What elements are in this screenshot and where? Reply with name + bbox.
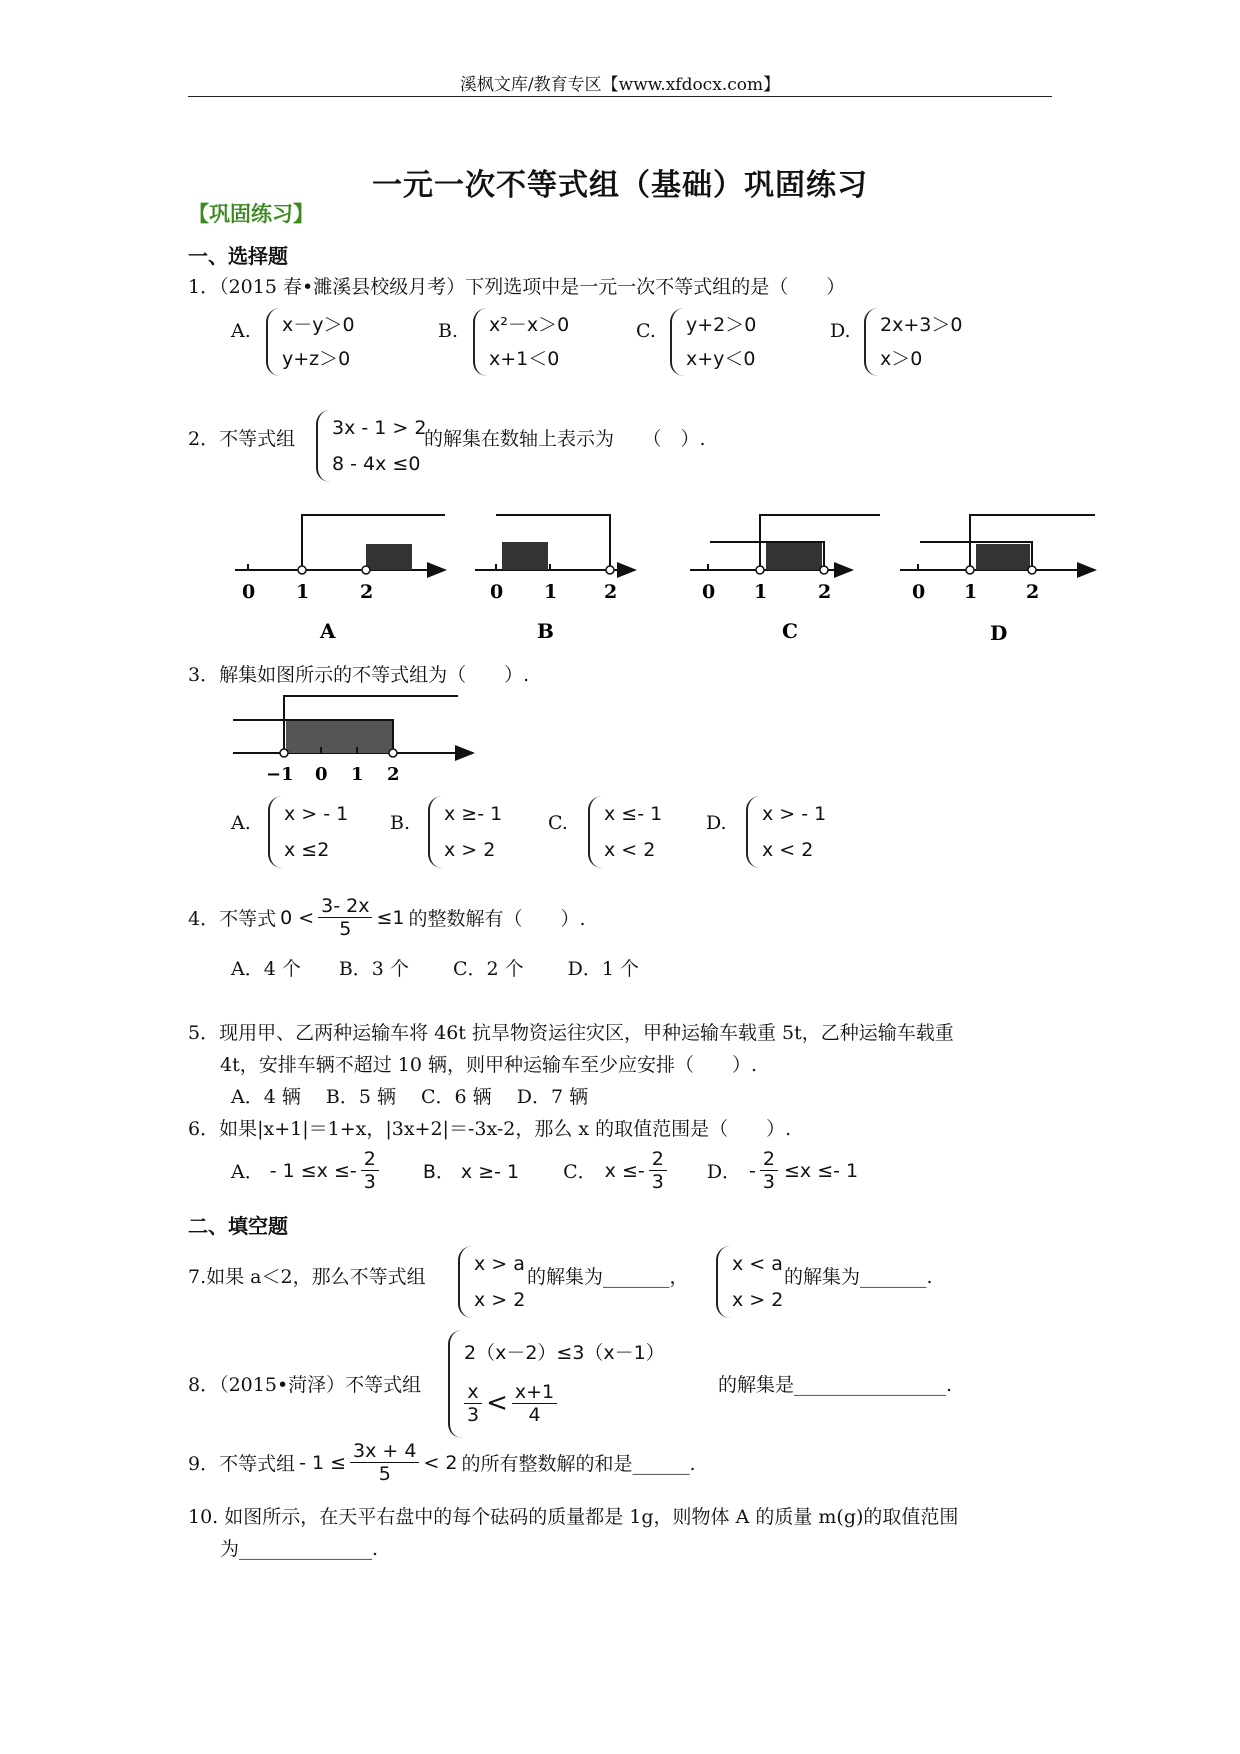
q1-option-b-system [473, 308, 569, 376]
q6-option-c-label: C． [563, 1161, 597, 1183]
q1-a-line2: y+z＞0 [282, 348, 351, 370]
q7-sys1-line1: x > a [474, 1253, 525, 1275]
question-5-line1: 5．现用甲、乙两种运输车将 46t 抗旱物资运往灾区，甲种运输车载重 5t，乙种运输车载重 [188, 1022, 954, 1044]
q2-d-tick-1: 1 [964, 581, 978, 603]
q3-tick-neg1: −1 [266, 764, 294, 785]
q2-a-tick-1: 1 [296, 581, 310, 603]
q7-system-1 [458, 1246, 525, 1318]
q6-option-a-fraction [361, 1148, 379, 1193]
q3-number-line [228, 688, 488, 788]
q2-line2: 8 - 4x ≤0 [332, 453, 421, 475]
q2-d-tick-0: 0 [912, 581, 926, 603]
q3-c-line1: x ≤- 1 [604, 803, 663, 825]
header-rule [188, 96, 1052, 97]
q3-option-b-label: B. [390, 812, 411, 834]
question-6: 6．如果|x+1|＝1+x，|3x+2|＝-3x-2，那么 x 的取值范围是（ ）. [188, 1118, 792, 1140]
question-9 [188, 1440, 696, 1485]
q2-d-label: D [990, 621, 1008, 645]
q1-b-line1: x²－x＞0 [489, 314, 570, 336]
question-4 [188, 895, 586, 940]
q1-a-line1: x－y＞0 [282, 314, 355, 336]
q3-b-line1: x ≥- 1 [444, 803, 503, 825]
q8-right-fraction [512, 1381, 557, 1426]
q5-options: A．4 辆 B．5 辆 C．6 辆 D．7 辆 [231, 1086, 589, 1108]
question-10-line2: 为______________. [220, 1538, 379, 1560]
q4-suffix: 的整数解有（ ）. [408, 908, 586, 930]
q6-d-num: 2 [760, 1148, 778, 1171]
q9-fraction [350, 1440, 419, 1485]
q2-c-tick-0: 0 [702, 581, 716, 603]
q7-sys1-line2: x > 2 [474, 1289, 526, 1311]
q1-option-d-system [864, 308, 962, 376]
q2-c-tick-2: 2 [818, 581, 832, 603]
q6-option-d-fraction [760, 1148, 778, 1193]
question-10-line1: 10. 如图所示，在天平右盘中的每个砝码的质量都是 1g，则物体 A 的质量 m(g)的取值范围 [188, 1506, 959, 1528]
q6-option-a-label: A． [231, 1161, 264, 1183]
q6-option-c-fraction [649, 1148, 667, 1193]
q8-right-den: 4 [528, 1403, 541, 1426]
q8-right-num: x+1 [512, 1381, 557, 1404]
q4-denominator: 5 [339, 918, 352, 940]
q9-right: < 2 [423, 1451, 458, 1474]
q1-d-line2: x＞0 [880, 348, 923, 370]
q1-b-line2: x+1＜0 [489, 348, 560, 370]
q2-b-tick-1: 1 [544, 581, 558, 603]
q4-left: 0 < [280, 906, 315, 929]
q3-option-c-label: C. [548, 812, 568, 834]
section-heading-choice: 一、选择题 [188, 244, 288, 268]
q8-left-den: 3 [467, 1403, 480, 1426]
question-7-prefix: 7.如果 a＜2，那么不等式组 [188, 1266, 426, 1288]
question-2-suffix: 的解集在数轴上表示为 （ ）. [424, 428, 706, 450]
q6-option-d-label: D． [706, 1161, 742, 1183]
q1-option-d-label: D. [830, 320, 851, 342]
q3-a-line2: x ≤2 [284, 839, 330, 861]
question-7-suffix: 的解集为_______. [784, 1266, 933, 1288]
q3-a-line1: x > - 1 [284, 803, 349, 825]
q2-system [316, 410, 426, 482]
question-3: 3．解集如图所示的不等式组为（ ）. [188, 664, 530, 686]
question-5-line2: 4t，安排车辆不超过 10 辆，则甲种运输车至少应安排（ ）. [220, 1054, 758, 1076]
q3-option-d-system [746, 796, 826, 868]
q6-c-num: 2 [649, 1148, 667, 1171]
q2-figure-a [235, 515, 445, 643]
q1-c-line2: x+y＜0 [686, 348, 756, 370]
q3-option-d-label: D. [706, 812, 727, 834]
q3-tick-0: 0 [315, 764, 328, 785]
q6-options [231, 1148, 858, 1193]
question-8-suffix: 的解集是________________. [718, 1374, 953, 1396]
q6-option-d-expr: ≤x ≤- 1 [784, 1159, 859, 1182]
page-header: 溪枫文库/教育专区【www.xfdocx.com】 [459, 75, 781, 95]
q1-option-a-label: A. [231, 320, 251, 342]
q4-numerator: 3- 2x [318, 895, 372, 918]
q2-figure-b [475, 515, 635, 643]
q1-option-c-system [670, 308, 756, 376]
question-1: 1．（2015 春•濉溪县校级月考）下列选项中是一元一次不等式组的是（ ） [188, 276, 846, 298]
q8-left-num: x [464, 1381, 482, 1404]
q2-d-tick-2: 2 [1026, 581, 1040, 603]
q9-denominator: 5 [378, 1463, 391, 1485]
q6-d-den: 3 [762, 1171, 775, 1193]
q2-number-lines [220, 500, 1100, 650]
q8-relation: < [486, 1388, 508, 1418]
q3-c-line2: x < 2 [604, 839, 656, 861]
q4-fraction [318, 895, 372, 940]
q7-sys2-line1: x < a [732, 1253, 783, 1275]
q8-system [448, 1330, 665, 1438]
q6-a-num: 2 [361, 1148, 379, 1171]
q8-left-fraction [464, 1381, 482, 1426]
q1-option-c-label: C. [636, 320, 656, 342]
q3-option-b-system [428, 796, 502, 868]
q3-option-c-system [588, 796, 662, 868]
q2-figure-d [900, 515, 1095, 645]
q2-b-label: B [537, 619, 554, 643]
section-heading-fill: 二、填空题 [188, 1214, 288, 1238]
q9-left: - 1 ≤ [299, 1451, 347, 1474]
q2-b-tick-2: 2 [604, 581, 618, 603]
page-title: 一元一次不等式组（基础）巩固练习 [372, 168, 868, 203]
q8-line2 [464, 1372, 665, 1434]
q1-option-b-label: B. [438, 320, 459, 342]
q3-tick-2: 2 [387, 764, 400, 785]
question-7-mid: 的解集为_______， [527, 1266, 689, 1288]
q7-sys2-line2: x > 2 [732, 1289, 784, 1311]
q9-suffix: 的所有整数解的和是______. [461, 1453, 696, 1475]
q6-option-b: B． x ≥- 1 [422, 1161, 520, 1183]
q2-a-tick-2: 2 [360, 581, 374, 603]
q3-d-line2: x < 2 [762, 839, 814, 861]
question-2-prefix: 2．不等式组 [188, 428, 296, 450]
q2-c-label: C [782, 619, 798, 643]
q6-option-a-expr: - 1 ≤x ≤- [269, 1159, 357, 1182]
q1-c-line1: y+2＞0 [686, 314, 757, 336]
q7-system-2 [716, 1246, 783, 1318]
q3-option-a-system [268, 796, 348, 868]
q6-a-den: 3 [363, 1171, 376, 1193]
q9-prefix: 9．不等式组 [188, 1453, 296, 1475]
q8-line1: 2（x－2）≤3（x－1） [464, 1342, 665, 1364]
section-tag: 【巩固练习】 [188, 201, 314, 226]
q1-option-a-system [266, 308, 355, 376]
question-8-prefix: 8．（2015•菏泽）不等式组 [188, 1374, 422, 1396]
q6-c-den: 3 [651, 1171, 664, 1193]
q4-options: A．4 个 B．3 个 C．2 个 D．1 个 [231, 958, 640, 980]
q2-a-tick-0: 0 [242, 581, 256, 603]
q2-b-tick-0: 0 [490, 581, 504, 603]
q6-option-d-minus: - [749, 1159, 756, 1182]
q4-right: ≤1 [376, 906, 405, 929]
q2-figure-c [690, 515, 880, 643]
q2-a-label: A [320, 619, 336, 643]
q9-numerator: 3x + 4 [350, 1440, 419, 1463]
q1-d-line1: 2x+3＞0 [880, 314, 963, 336]
q3-option-a-label: A. [231, 812, 251, 834]
q4-prefix: 4．不等式 [188, 908, 277, 930]
q3-d-line1: x > - 1 [762, 803, 827, 825]
q2-c-tick-1: 1 [754, 581, 768, 603]
q2-line1: 3x - 1 > 2 [332, 417, 427, 439]
q6-option-c-expr: x ≤- [604, 1159, 645, 1182]
q3-b-line2: x > 2 [444, 839, 496, 861]
q3-tick-1: 1 [351, 764, 364, 785]
